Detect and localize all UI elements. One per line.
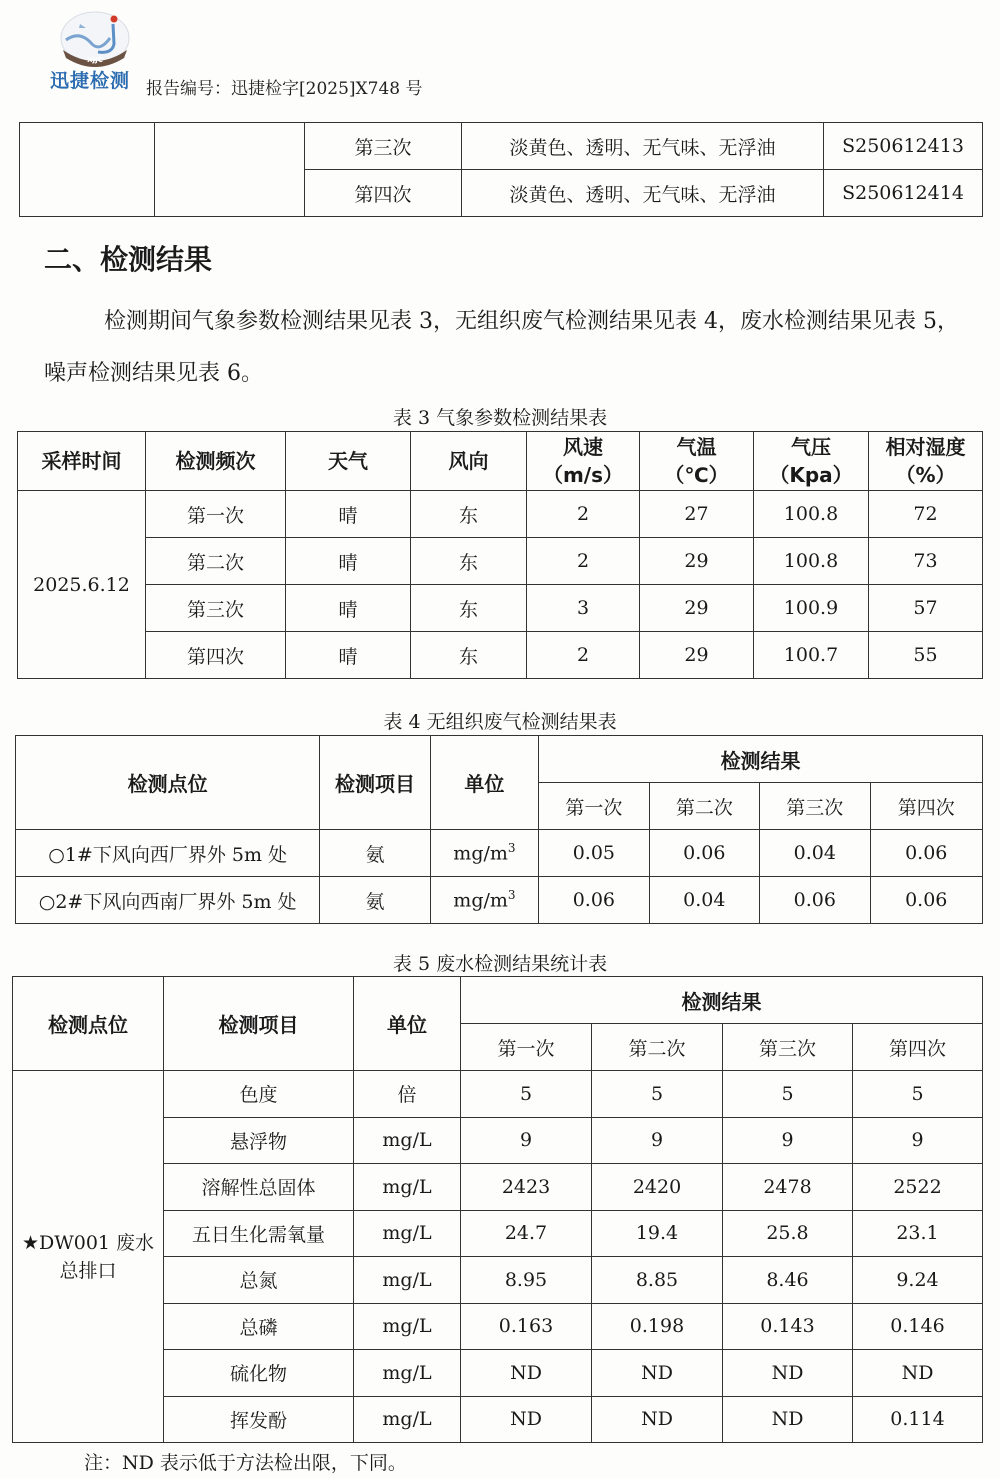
section-title: 二、检测结果 <box>44 243 213 276</box>
header-pressure <box>754 432 869 491</box>
cell: 0.06 <box>870 877 983 924</box>
cell: ND <box>461 1396 592 1443</box>
description-cell: 淡黄色、透明、无气味、无浮油 <box>462 123 824 170</box>
cell: 2478 <box>723 1164 853 1211</box>
logo-text: 迅捷检测 <box>50 70 131 92</box>
cell: 5 <box>853 1071 983 1118</box>
empty-cell <box>155 123 305 217</box>
cell: 东 <box>411 585 527 632</box>
table-header-row <box>13 977 983 1024</box>
item-cell: 氨 <box>320 877 430 924</box>
cell: 东 <box>411 491 527 538</box>
sample-id-cell: S250612413 <box>824 123 983 170</box>
unit-text: mg/m <box>453 889 508 912</box>
cell: 0.163 <box>461 1303 592 1350</box>
point-cell: ★DW001 废水总排口 <box>13 1071 164 1443</box>
cell: 9 <box>723 1117 853 1164</box>
item-cell: 挥发酚 <box>164 1396 354 1443</box>
cell: 29 <box>640 632 754 679</box>
wastewater-table <box>12 976 983 1443</box>
cell: 晴 <box>286 585 411 632</box>
cell: 0.06 <box>760 877 870 924</box>
unit-cell <box>430 830 538 877</box>
header-run: 第二次 <box>649 783 759 830</box>
unit-cell: mg/L <box>354 1117 461 1164</box>
unit-superscript: 3 <box>507 888 516 903</box>
header-label: 风速 <box>563 435 603 459</box>
header-label: 相对湿度 <box>885 435 966 459</box>
cell: 72 <box>869 491 983 538</box>
point-cell: ○2#下风向西南厂界外 5m 处 <box>16 877 320 924</box>
header-run: 第一次 <box>539 783 649 830</box>
header-point: 检测点位 <box>13 977 164 1071</box>
header-result: 检测结果 <box>539 736 983 783</box>
header-sampling-time: 采样时间 <box>18 432 146 491</box>
cell: 2 <box>527 632 640 679</box>
cell: 23.1 <box>853 1210 983 1257</box>
item-cell: 硫化物 <box>164 1350 354 1397</box>
header-unit: （Kpa） <box>769 463 853 487</box>
cell: 9 <box>592 1117 723 1164</box>
point-cell: ○1#下风向西厂界外 5m 处 <box>16 830 320 877</box>
cell: 100.9 <box>754 585 869 632</box>
cell: ND <box>723 1350 853 1397</box>
cell: 第三次 <box>146 585 286 632</box>
unit-superscript: 3 <box>507 841 516 856</box>
header-run: 第二次 <box>592 1024 723 1071</box>
section-paragraph: 检测期间气象参数检测结果见表 3，无组织废气检测结果见表 4，废水检测结果见表 5，噪声检测结果见表 6。 <box>44 309 959 386</box>
cell: 2 <box>527 491 640 538</box>
cell: 0.146 <box>853 1303 983 1350</box>
cell: ND <box>723 1396 853 1443</box>
cell: ND <box>592 1396 723 1443</box>
item-cell: 氨 <box>320 830 430 877</box>
unit-cell: mg/L <box>354 1350 461 1397</box>
cell: 8.46 <box>723 1257 853 1304</box>
cell: 0.05 <box>539 830 649 877</box>
table-row <box>20 123 983 170</box>
cell: 0.114 <box>853 1396 983 1443</box>
cell: ND <box>592 1350 723 1397</box>
header-run: 第一次 <box>461 1024 592 1071</box>
cell: 晴 <box>286 632 411 679</box>
table-row <box>18 538 983 585</box>
cell: 晴 <box>286 538 411 585</box>
cell: 27 <box>640 491 754 538</box>
cell: 29 <box>640 538 754 585</box>
item-cell: 溶解性总固体 <box>164 1164 354 1211</box>
header-unit: 单位 <box>430 736 538 830</box>
header-unit: （%） <box>895 463 956 487</box>
cell: ND <box>461 1350 592 1397</box>
cell: 9 <box>461 1117 592 1164</box>
header-item: 检测项目 <box>320 736 430 830</box>
cell: 57 <box>869 585 983 632</box>
cell: 9.24 <box>853 1257 983 1304</box>
cell: 0.04 <box>760 830 870 877</box>
header-unit: 单位 <box>354 977 461 1071</box>
cell: 19.4 <box>592 1210 723 1257</box>
cell: 100.8 <box>754 491 869 538</box>
table-row <box>16 877 983 924</box>
table-row <box>13 1071 983 1118</box>
cell: 2522 <box>853 1164 983 1211</box>
cell: 100.8 <box>754 538 869 585</box>
header-point: 检测点位 <box>16 736 320 830</box>
report-number: 报告编号：迅捷检字[2025]X748 号 <box>146 79 423 99</box>
table5-caption: 表 5 废水检测结果统计表 <box>392 953 608 975</box>
header-weather: 天气 <box>286 432 411 491</box>
unit-cell: mg/L <box>354 1164 461 1211</box>
header-result: 检测结果 <box>461 977 983 1024</box>
cell: 73 <box>869 538 983 585</box>
cell: 2 <box>527 538 640 585</box>
item-cell: 色度 <box>164 1071 354 1118</box>
sample-id-cell: S250612414 <box>824 170 983 217</box>
header-temperature <box>640 432 754 491</box>
fugitive-gas-table <box>15 735 983 924</box>
unit-cell: mg/L <box>354 1303 461 1350</box>
table-row <box>16 830 983 877</box>
cell: ND <box>853 1350 983 1397</box>
cell: 29 <box>640 585 754 632</box>
cell: 0.06 <box>539 877 649 924</box>
item-cell: 总氮 <box>164 1257 354 1304</box>
cell: 2420 <box>592 1164 723 1211</box>
table-row <box>18 585 983 632</box>
table-row <box>18 491 983 538</box>
unit-cell: 倍 <box>354 1071 461 1118</box>
cell: 55 <box>869 632 983 679</box>
cell: 2423 <box>461 1164 592 1211</box>
cell: 24.7 <box>461 1210 592 1257</box>
unit-cell <box>430 877 538 924</box>
item-cell: 悬浮物 <box>164 1117 354 1164</box>
cell: 东 <box>411 538 527 585</box>
cell: 第二次 <box>146 538 286 585</box>
table-header-row <box>16 736 983 783</box>
header-run: 第四次 <box>870 783 983 830</box>
header-item: 检测项目 <box>164 977 354 1071</box>
weather-table <box>17 431 983 679</box>
unit-cell: mg/L <box>354 1257 461 1304</box>
table3-caption: 表 3 气象参数检测结果表 <box>392 407 608 429</box>
header-unit: （m/s） <box>542 463 624 487</box>
header-unit: （℃） <box>664 463 729 487</box>
cell: 25.8 <box>723 1210 853 1257</box>
cell: 0.198 <box>592 1303 723 1350</box>
item-cell: 五日生化需氧量 <box>164 1210 354 1257</box>
cell: 8.95 <box>461 1257 592 1304</box>
cell: 第四次 <box>146 632 286 679</box>
header-humidity <box>869 432 983 491</box>
cell: 0.143 <box>723 1303 853 1350</box>
cell: 0.04 <box>649 877 759 924</box>
header-frequency: 检测频次 <box>146 432 286 491</box>
item-cell: 总磷 <box>164 1303 354 1350</box>
header-wind-speed <box>527 432 640 491</box>
description-cell: 淡黄色、透明、无气味、无浮油 <box>462 170 824 217</box>
unit-text: mg/m <box>453 842 508 865</box>
header-run: 第四次 <box>853 1024 983 1071</box>
header-label: 气温 <box>676 435 717 459</box>
cell: 8.85 <box>592 1257 723 1304</box>
table4-caption: 表 4 无组织废气检测结果表 <box>383 711 617 733</box>
table-row <box>18 632 983 679</box>
cell: 3 <box>527 585 640 632</box>
header-run: 第三次 <box>723 1024 853 1071</box>
frequency-cell: 第三次 <box>305 123 462 170</box>
frequency-cell: 第四次 <box>305 170 462 217</box>
cell: 100.7 <box>754 632 869 679</box>
logo-badge-text: XJJC <box>87 56 103 64</box>
cell: 5 <box>592 1071 723 1118</box>
cell: 东 <box>411 632 527 679</box>
table-header-row <box>18 432 983 491</box>
header-run: 第三次 <box>760 783 870 830</box>
cell: 5 <box>461 1071 592 1118</box>
header-wind-direction: 风向 <box>411 432 527 491</box>
cell: 0.06 <box>649 830 759 877</box>
table-note: 注：ND 表示低于方法检出限，下同。 <box>84 1452 407 1474</box>
cell: 0.06 <box>870 830 983 877</box>
empty-cell <box>20 123 155 217</box>
cell: 5 <box>723 1071 853 1118</box>
sample-table-continued <box>19 122 983 217</box>
unit-cell: mg/L <box>354 1396 461 1443</box>
date-cell: 2025.6.12 <box>18 491 146 679</box>
cell: 晴 <box>286 491 411 538</box>
cell: 第一次 <box>146 491 286 538</box>
header-label: 气压 <box>791 435 831 459</box>
unit-cell: mg/L <box>354 1210 461 1257</box>
cell: 9 <box>853 1117 983 1164</box>
